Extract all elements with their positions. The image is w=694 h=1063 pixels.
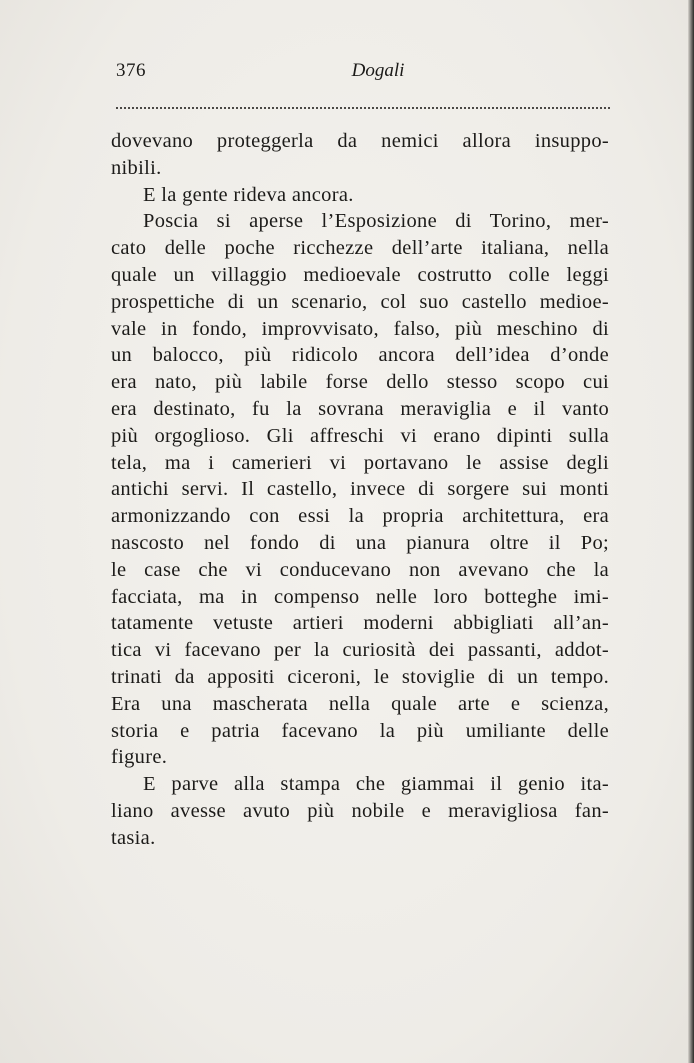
text-line: antichi servi. Il castello, invece di sorgere sui monti: [111, 478, 609, 501]
text-line: nibili.: [111, 156, 162, 179]
text-line: tela, ma i camerieri vi portavano le assise degli: [111, 451, 609, 474]
body-text: [111, 128, 609, 852]
text-line: tatamente vetuste artieri moderni abbigliati all’an-: [111, 612, 609, 635]
text-line: nascosto nel fondo di una pianura oltre il Po;: [111, 531, 609, 554]
paragraph: [111, 771, 609, 851]
text-line: quale un villaggio medioevale costrutto colle leggi: [111, 263, 609, 286]
text-line: facciata, ma in compenso nelle loro botteghe imi-: [111, 585, 609, 608]
text-line: tica vi facevano per la curiosità dei passanti, addot-: [111, 639, 609, 662]
text-line: liano avesse avuto più nobile e meravigliosa fan-: [111, 799, 609, 822]
text-line: trinati da appositi ciceroni, le stoviglie di un tempo.: [111, 665, 609, 688]
header-rule: [116, 107, 610, 109]
text-line: le case che vi conducevano non avevano che la: [111, 558, 609, 581]
running-title: Dogali: [351, 60, 405, 81]
text-line: più orgoglioso. Gli affreschi vi erano dipinti sulla: [111, 424, 609, 447]
paragraph: [111, 208, 609, 771]
running-header: [116, 60, 610, 90]
text-line: tasia.: [111, 826, 156, 849]
text-line: E la gente rideva ancora.: [143, 183, 354, 206]
text-line: vale in fondo, improvvisato, falso, più meschino di: [111, 317, 609, 340]
page-edge-shadow: [688, 0, 694, 1063]
text-line: era destinato, fu la sovrana meraviglia e il vanto: [111, 397, 609, 420]
text-line: Era una mascherata nella quale arte e scienza,: [111, 692, 609, 715]
text-line: armonizzando con essi la propria architettura, era: [111, 505, 609, 528]
text-line: Poscia si aperse l’Esposizione di Torino, mer-: [143, 210, 609, 233]
paragraph: [111, 182, 609, 209]
paragraph: [111, 128, 609, 182]
text-line: E parve alla stampa che giammai il genio ita-: [143, 773, 609, 796]
text-line: dovevano proteggerla da nemici allora insuppo-: [111, 130, 609, 152]
text-line: era nato, più labile forse dello stesso scopo cui: [111, 371, 609, 394]
text-line: storia e patria facevano la più umiliante delle: [111, 719, 609, 742]
page-number: 376: [116, 60, 146, 81]
text-line: cato delle poche ricchezze dell’arte italiana, nella: [111, 237, 609, 260]
text-line: prospettiche di un scenario, col suo castello medioe-: [111, 290, 609, 313]
text-line: figure.: [111, 746, 168, 769]
text-line: un balocco, più ridicolo ancora dell’idea d’onde: [111, 344, 609, 367]
